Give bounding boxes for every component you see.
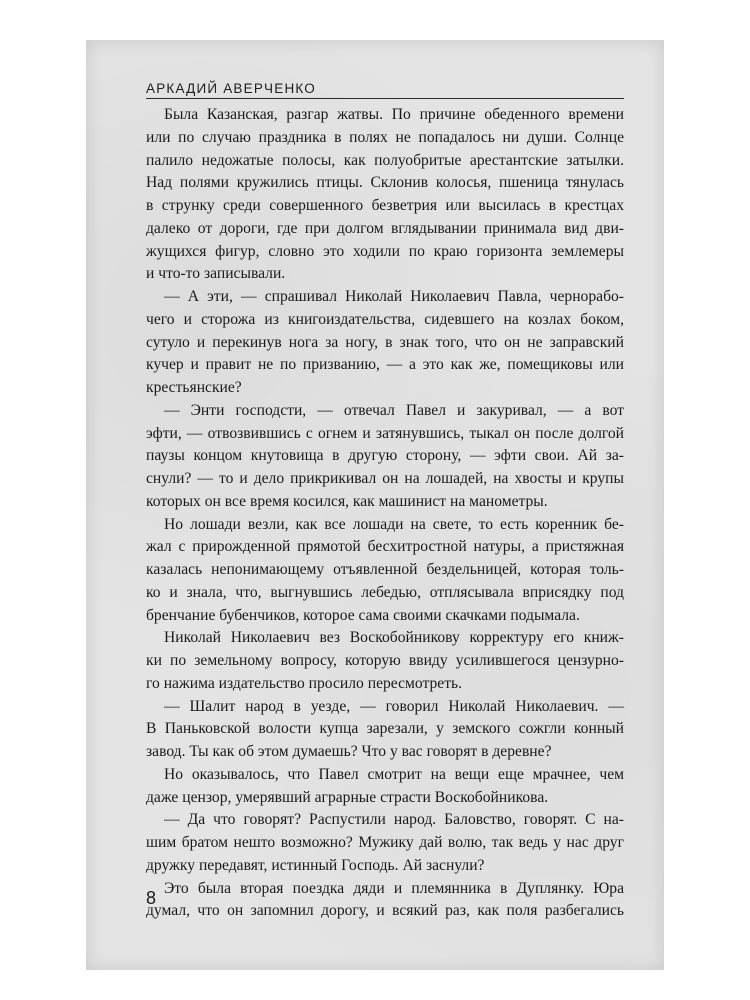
text-line: — Энти господсти, — отвечал Павел и закуривал, — а вот: [164, 401, 624, 419]
text-line: го нажима издательство просило пересмотреть.: [146, 674, 463, 692]
text-line: крестьянские?: [146, 379, 242, 396]
text-line: кучер и правит не по призванию, — а это как же, помещиковы или: [146, 356, 624, 374]
running-title: АРКАДИЙ АВЕРЧЕНКО: [146, 81, 317, 96]
text-line: ки по земельному вопросу, которую ввиду усилившегося цензурно-: [146, 652, 624, 669]
paragraph: [146, 514, 624, 628]
text-line: — А эти, — спрашивал Николай Николаевич Павла, чернорабо-: [164, 288, 624, 305]
text-line: Николай Николаевич вез Воскобойникову корректуру его книж-: [164, 629, 624, 647]
paragraph: [146, 809, 624, 877]
text-line: ко и знала, что, выгнувшись лебедью, отплясывала вприсядку под: [146, 583, 624, 601]
paragraph: [146, 627, 624, 695]
text-line: и что-то записывали.: [146, 265, 286, 283]
paragraph: [146, 286, 624, 400]
text-line: жал с прирожденной прямотой бесхитростной натуры, а пристяжная: [146, 538, 624, 556]
paragraph: [146, 696, 624, 764]
text-line: снули? — то и дело прикрикивал он на лошадей, на хвосты и крупы: [146, 470, 624, 487]
running-head: [146, 76, 624, 99]
paragraph: [146, 878, 624, 924]
text-line: думал, что он запомнил дорогу, и всякий раз, как поля разбегались: [146, 902, 624, 920]
text-line: шим братом нешто возможно? Мужику дай волю, так ведь у нас друг: [146, 834, 624, 851]
body-text: [146, 104, 624, 923]
text-line: Это была вторая поездка дяди и племянника в Дуплянку. Юра: [164, 879, 624, 897]
text-line: эфти, — отвозвившись с огнем и затянувшись, тыкал он после долгой: [146, 424, 624, 442]
text-line: чего и сторожа из книгоиздательства, сидевшего на козлах боком,: [146, 310, 624, 328]
text-line: дружку передавят, истинный Господь. Ай заснули?: [146, 856, 485, 874]
book-page: [86, 40, 664, 970]
text-line: — Да что говорят? Распустили народ. Баловство, говорят. С на-: [164, 811, 624, 829]
text-line: — Шалит народ в уезде, — говорил Николай Николаевич. —: [164, 697, 624, 715]
text-line: в струнку среди совершенного безветрия или высилась в крестцах: [146, 197, 624, 214]
page-number: 8: [146, 888, 157, 908]
text-line: или по случаю праздника в полях не попадалось ни души. Солнце: [146, 128, 624, 146]
paragraph: [146, 400, 624, 514]
text-line: Над полями кружились птицы. Склонив колосья, пшеница тянулась: [146, 174, 624, 192]
text-line: Но оказывалось, что Павел смотрит на вещи еще мрачнее, чем: [164, 765, 624, 783]
text-line: бренчание бубенчиков, которое сама своими скачками подымала.: [146, 606, 580, 624]
text-line: казалась непонимающему отъявленной бездельницей, которая толь-: [146, 561, 624, 578]
text-line: даже цензор, умерявший аграрные страсти Воскобойникова.: [146, 788, 549, 806]
text-line: палило недожатые полосы, как полуобритые арестантские затылки.: [146, 151, 624, 169]
text-line: далеко от дороги, где при долгом вглядывании принимала вид дви-: [146, 219, 624, 237]
paragraph: [146, 104, 624, 286]
paragraph: [146, 764, 624, 810]
text-line: паузы концом кнутовища в другую сторону, — эфти свои. Ай за-: [146, 447, 624, 465]
text-line: которых он все время косился, как машинист на манометры.: [146, 492, 548, 510]
text-line: жущихся фигур, словно это ходили по краю горизонта землемеры: [146, 242, 624, 260]
text-line: Но лошади везли, как все лошади на свете, то есть коренник бе-: [164, 515, 624, 533]
text-line: завод. Ты как об этом думаешь? Что у вас говорят в деревне?: [146, 743, 552, 760]
text-line: Была Казанская, разгар жатвы. По причине обеденного времени: [164, 106, 624, 123]
text-line: сутуло и перекинув нога за ногу, в знак того, что он не заправский: [146, 333, 624, 351]
text-line: В Паньковской волости купца зарезали, у земского сожгли конный: [146, 720, 624, 738]
